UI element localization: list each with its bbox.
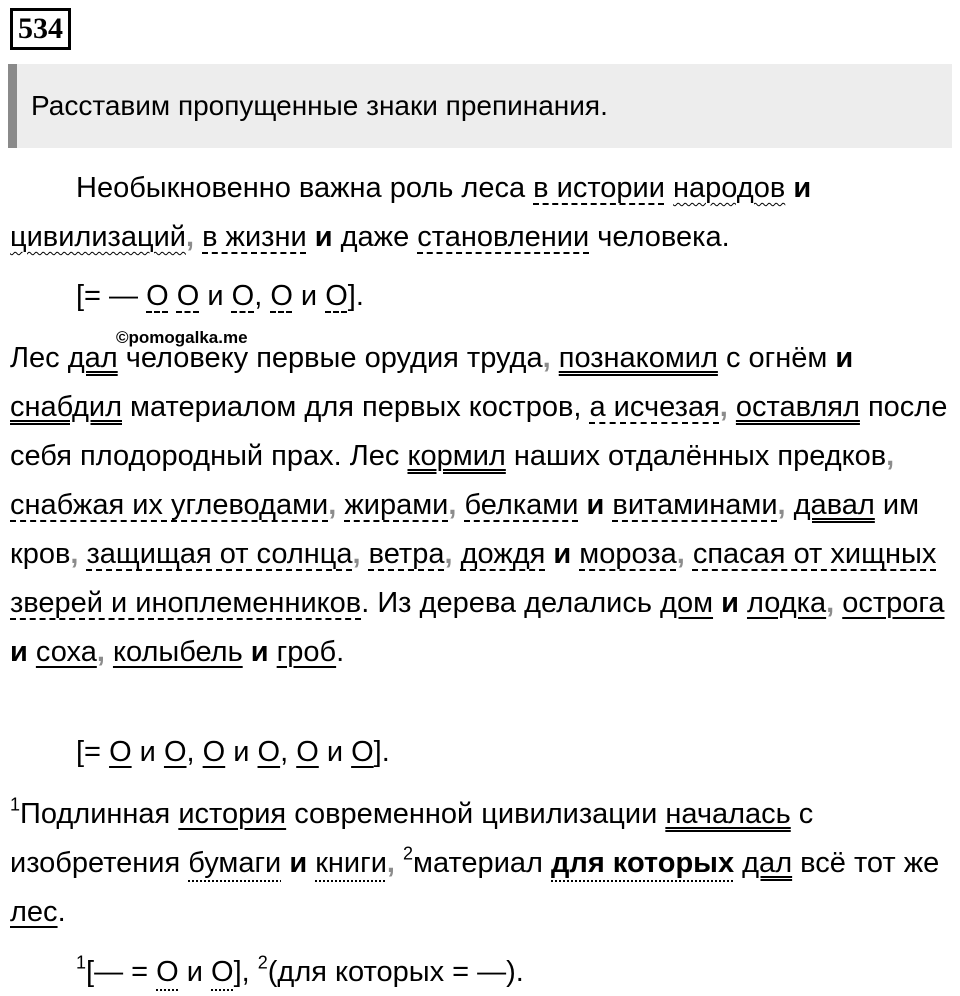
- circumstance: в истории: [533, 172, 665, 204]
- participle-phrase: ветра: [368, 538, 445, 570]
- text: и: [292, 280, 326, 312]
- member: О: [351, 736, 374, 768]
- text: и: [318, 736, 352, 768]
- conjunction: и: [314, 221, 333, 253]
- conjunction: и: [10, 636, 28, 668]
- sentence-1: [10, 164, 950, 262]
- participle-phrase: спасая от хищных зверей и иноплеменников: [10, 538, 937, 619]
- conjunction: и: [793, 172, 812, 204]
- participle-phrase: витаминами: [612, 489, 778, 521]
- text: и: [131, 736, 164, 768]
- conjunction: и: [250, 636, 269, 668]
- scheme-3: [76, 952, 524, 992]
- conjunction: и: [289, 847, 308, 879]
- predicate: оставлял: [735, 391, 860, 423]
- text: Необыкновенно важна роль леса: [76, 172, 534, 204]
- predicate: дал: [742, 847, 793, 879]
- conjunction: и: [586, 489, 605, 521]
- added-comma: ,: [185, 221, 195, 253]
- text: . Из дерева делались: [361, 587, 661, 619]
- text: ,: [280, 736, 297, 768]
- object: книги: [315, 847, 387, 879]
- text: ].: [347, 280, 364, 312]
- participle-phrase: мороза: [579, 538, 677, 570]
- member: О: [231, 280, 255, 312]
- text: после себя плодородный прах. Лес: [10, 391, 948, 472]
- text: .: [336, 636, 345, 668]
- definition: цивилизаций: [10, 221, 186, 253]
- added-comma: ,: [448, 489, 457, 521]
- text: и: [178, 956, 212, 988]
- clause-number: 1: [76, 952, 87, 973]
- relative-word: для которых: [551, 847, 735, 879]
- text: ],: [233, 956, 258, 988]
- text: ,: [186, 736, 203, 768]
- circumstance: становлении: [417, 221, 590, 253]
- text: [— =: [86, 956, 157, 988]
- clause-number: 2: [257, 952, 268, 973]
- scheme-2: [76, 732, 390, 772]
- conjunction: и: [553, 538, 572, 570]
- subject: острога: [842, 587, 945, 619]
- watermark: ©pomogalka.me: [116, 328, 248, 347]
- text: и: [225, 736, 258, 768]
- participle-phrase: а исчезая: [589, 391, 720, 423]
- subject: дом: [660, 587, 714, 619]
- added-comma: ,: [719, 391, 728, 423]
- text: и: [199, 280, 232, 312]
- text: [=: [76, 736, 110, 768]
- text: ,: [254, 280, 271, 312]
- predicate: давал: [793, 489, 875, 521]
- participle-phrase: защищая от солнца: [86, 538, 353, 570]
- subject: лес: [10, 896, 58, 928]
- text: Подлинная: [20, 798, 179, 830]
- text: Лес: [10, 342, 68, 374]
- added-comma: ,: [826, 587, 835, 619]
- participle-phrase: снабжая их углеводами: [10, 489, 329, 521]
- text: человека.: [589, 221, 730, 253]
- member: О: [257, 736, 281, 768]
- sentence-2: [10, 334, 950, 677]
- object: бумаги: [188, 847, 282, 879]
- added-comma: ,: [70, 538, 79, 570]
- text: всё тот же: [792, 847, 940, 879]
- subject: гроб: [276, 636, 337, 668]
- added-comma: ,: [886, 440, 895, 472]
- text: человеку первые орудия труда: [117, 342, 543, 374]
- conjunction: и: [835, 342, 854, 374]
- member: О: [270, 280, 293, 312]
- member: О: [211, 956, 234, 988]
- text: с изобретения: [10, 798, 814, 879]
- added-comma: ,: [777, 489, 786, 521]
- predicate: началась: [665, 798, 791, 830]
- subject: лодка: [746, 587, 827, 619]
- text: наших отдалённых предков: [505, 440, 887, 472]
- scheme-1: [76, 276, 364, 316]
- added-comma: ,: [328, 489, 337, 521]
- text: современной цивилизации: [286, 798, 666, 830]
- text: (для которых = —).: [267, 956, 524, 988]
- member: О: [163, 736, 187, 768]
- participle-phrase: жирами: [344, 489, 449, 521]
- subject: колыбель: [112, 636, 243, 668]
- predicate: дал: [67, 342, 118, 374]
- member: О: [156, 956, 179, 988]
- member: О: [325, 280, 348, 312]
- added-comma: ,: [352, 538, 361, 570]
- exercise-number: 534: [10, 8, 71, 50]
- added-comma: ,: [542, 342, 551, 374]
- predicate: познакомил: [558, 342, 718, 374]
- subject: история: [178, 798, 287, 830]
- conjunction: и: [721, 587, 739, 619]
- text: материалом для первых костров,: [122, 391, 590, 423]
- member: О: [146, 280, 169, 312]
- member: О: [202, 736, 226, 768]
- clause-number: 2: [403, 843, 414, 864]
- member: О: [109, 736, 132, 768]
- text: материал: [413, 847, 551, 879]
- circumstance: в жизни: [202, 221, 307, 253]
- added-comma: ,: [444, 538, 453, 570]
- task-instruction: Расставим пропущенные знаки препинания.: [8, 64, 952, 148]
- definition: народов: [673, 172, 786, 204]
- text: ].: [373, 736, 390, 768]
- added-comma: ,: [386, 847, 395, 879]
- participle-phrase: белками: [464, 489, 579, 521]
- text: [= —: [76, 280, 147, 312]
- member: О: [176, 280, 200, 312]
- added-comma: ,: [96, 636, 105, 668]
- predicate: снабдил: [10, 391, 122, 423]
- predicate: кормил: [407, 440, 506, 472]
- text: даже: [332, 221, 418, 253]
- text: им кров: [10, 489, 920, 570]
- text: с огнём: [717, 342, 836, 374]
- sentence-3: [10, 790, 950, 937]
- member: О: [296, 736, 319, 768]
- added-comma: ,: [676, 538, 685, 570]
- clause-number: 1: [10, 794, 21, 815]
- text: .: [57, 896, 66, 928]
- subject: соха: [35, 636, 97, 668]
- participle-phrase: дождя: [460, 538, 546, 570]
